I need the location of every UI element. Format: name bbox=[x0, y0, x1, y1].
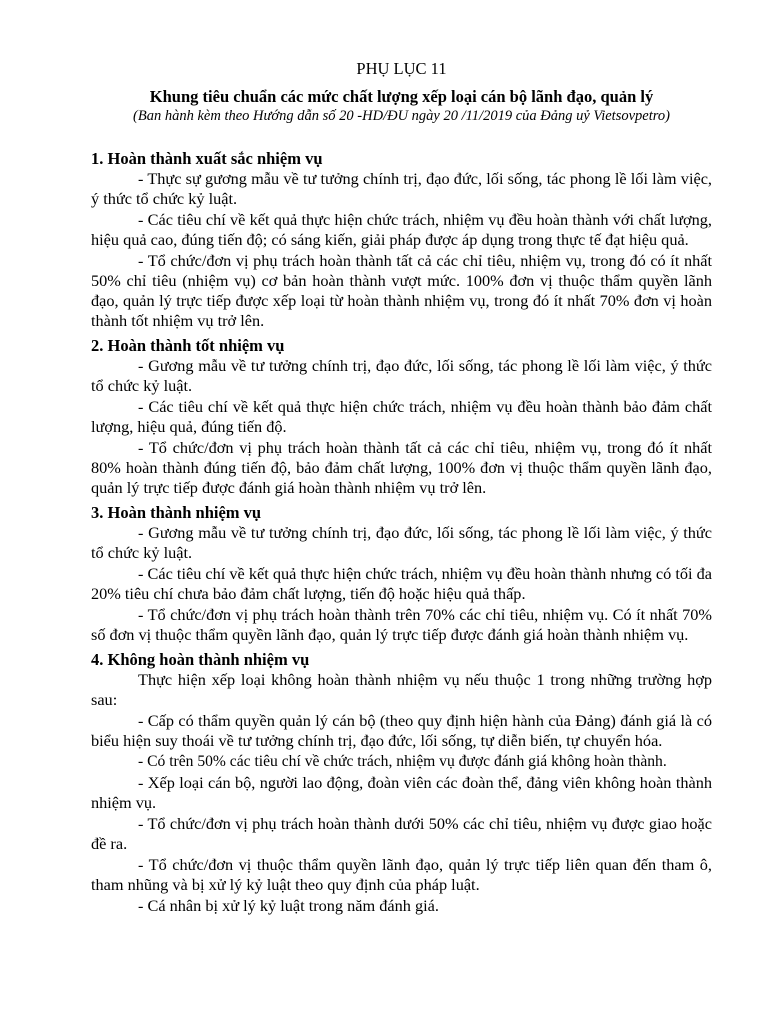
paragraph: - Các tiêu chí về kết quả thực hiện chức trách, nhiệm vụ đều hoàn thành nhưng có tối đa 20% tiêu chí chưa bảo đảm chất lượng, tiến độ hoặc hiệu quả thấp. bbox=[91, 564, 712, 603]
section-good bbox=[91, 336, 712, 499]
paragraph: - Tổ chức/đơn vị thuộc thẩm quyền lãnh đạo, quản lý trực tiếp liên quan đến tham ô, tham nhũng và bị xử lý kỷ luật theo quy định của pháp luật. bbox=[91, 855, 712, 894]
section-heading: 2. Hoàn thành tốt nhiệm vụ bbox=[91, 336, 285, 355]
appendix-label: PHỤ LỤC 11 bbox=[356, 59, 447, 78]
paragraph: - Cấp có thẩm quyền quản lý cán bộ (theo quy định hiện hành của Đảng) đánh giá là có biểu hiện suy thoái về tư tưởng chính trị, đạo đức, lối sống, tự diễn biến, tự chuyển hóa. bbox=[91, 711, 712, 750]
section-excellent bbox=[91, 149, 712, 332]
section-completed bbox=[91, 503, 712, 646]
paragraph: - Tổ chức/đơn vị phụ trách hoàn thành tất cả các chỉ tiêu, nhiệm vụ, trong đó có ít nhất 50% chỉ tiêu (nhiệm vụ) cơ bản hoàn thành vượt mức. 100% đơn vị thuộc thẩm quyền lãnh đạo, quản lý trực tiếp được xếp loại từ hoàn thành nhiệm vụ, trong đó ít nhất 70% đơn vị hoàn thành tốt nhiệm vụ trở lên. bbox=[91, 251, 712, 330]
section-heading: 4. Không hoàn thành nhiệm vụ bbox=[91, 650, 310, 669]
paragraph: Thực hiện xếp loại không hoàn thành nhiệm vụ nếu thuộc 1 trong những trường hợp sau: bbox=[91, 670, 712, 709]
section-not-completed bbox=[91, 650, 712, 917]
paragraph: - Gương mẫu về tư tưởng chính trị, đạo đức, lối sống, tác phong lề lối làm việc, ý thức tổ chức kỷ luật. bbox=[91, 356, 712, 395]
paragraph: - Các tiêu chí về kết quả thực hiện chức trách, nhiệm vụ đều hoàn thành bảo đảm chất lượng, hiệu quả, đúng tiến độ. bbox=[91, 397, 712, 436]
paragraph: - Tổ chức/đơn vị phụ trách hoàn thành dưới 50% các chỉ tiêu, nhiệm vụ được giao hoặc đề ra. bbox=[91, 814, 712, 853]
paragraph: - Có trên 50% các tiêu chí về chức trách, nhiệm vụ được đánh giá không hoàn thành. bbox=[138, 753, 667, 770]
paragraph: - Cá nhân bị xử lý kỷ luật trong năm đánh giá. bbox=[138, 896, 439, 915]
paragraph: - Tổ chức/đơn vị phụ trách hoàn thành trên 70% các chỉ tiêu, nhiệm vụ. Có ít nhất 70% số đơn vị thuộc thẩm quyền lãnh đạo, quản lý trực tiếp được đánh giá hoàn thành nhiệm vụ. bbox=[91, 605, 712, 644]
paragraph: - Các tiêu chí về kết quả thực hiện chức trách, nhiệm vụ đều hoàn thành với chất lượng, hiệu quả cao, đúng tiến độ; có sáng kiến, giải pháp được áp dụng trong thực tế đạt hiệu quả. bbox=[91, 210, 712, 249]
document-title: Khung tiêu chuẩn các mức chất lượng xếp loại cán bộ lãnh đạo, quản lý bbox=[149, 87, 654, 106]
section-heading: 1. Hoàn thành xuất sắc nhiệm vụ bbox=[91, 149, 323, 168]
paragraph: - Tổ chức/đơn vị phụ trách hoàn thành tất cả các chỉ tiêu, nhiệm vụ, trong đó ít nhất 80% hoàn thành đúng tiến độ, bảo đảm chất lượng, 100% đơn vị thuộc thẩm quyền lãnh đạo, quản lý trực tiếp được đánh giá hoàn thành nhiệm vụ trở lên. bbox=[91, 438, 712, 497]
paragraph: - Gương mẫu về tư tưởng chính trị, đạo đức, lối sống, tác phong lề lối làm việc, ý thức tổ chức kỷ luật. bbox=[91, 523, 712, 562]
section-heading: 3. Hoàn thành nhiệm vụ bbox=[91, 503, 262, 522]
paragraph: - Thực sự gương mẫu về tư tưởng chính trị, đạo đức, lối sống, tác phong lề lối làm việc, ý thức tổ chức kỷ luật. bbox=[91, 169, 712, 208]
document-subtitle: (Ban hành kèm theo Hướng dẫn số 20 -HD/ĐU ngày 20 /11/2019 của Đảng uỷ Vietsovpetro) bbox=[133, 108, 670, 124]
paragraph: - Xếp loại cán bộ, người lao động, đoàn viên các đoàn thể, đảng viên không hoàn thành nhiệm vụ. bbox=[91, 773, 712, 812]
